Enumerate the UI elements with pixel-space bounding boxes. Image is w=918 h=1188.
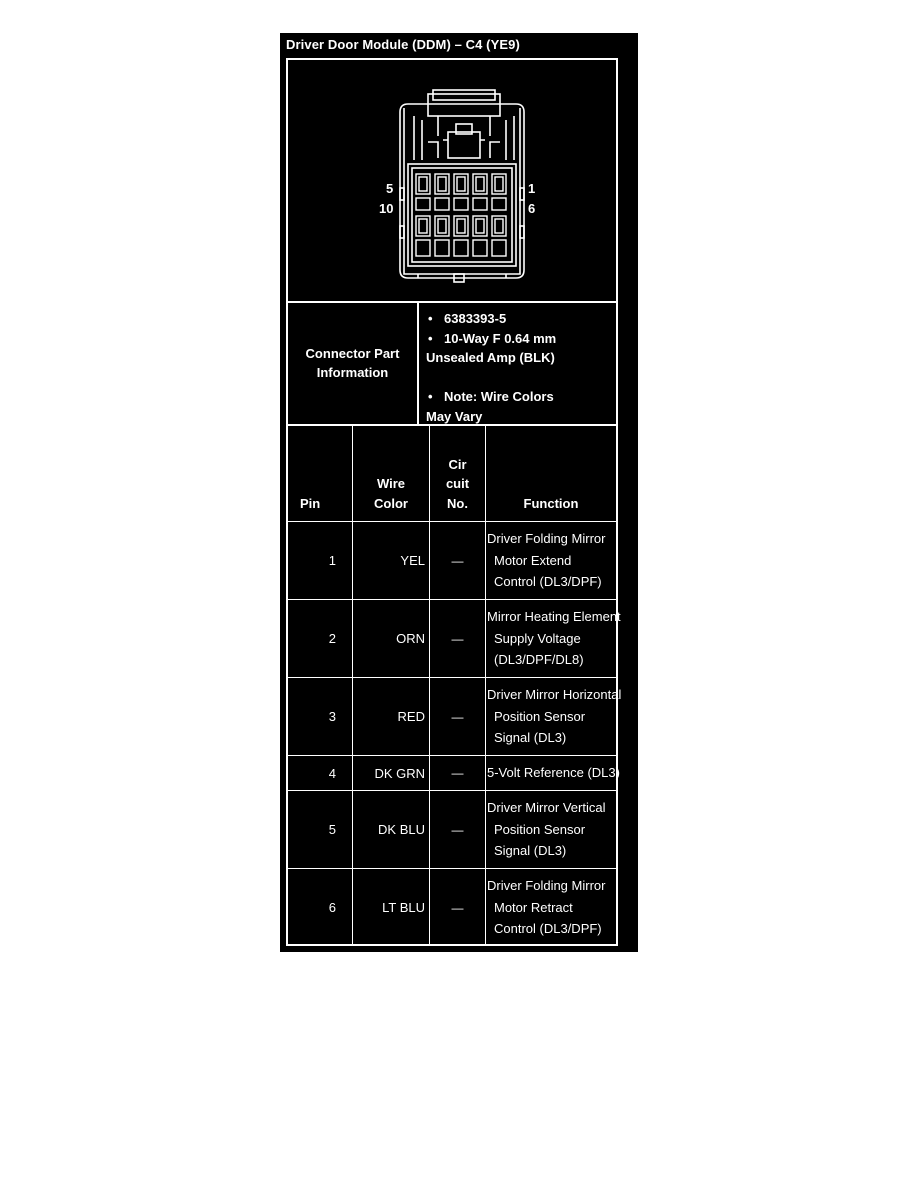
pin-label-5: 5 (386, 181, 394, 196)
circuit-number: — (430, 791, 486, 869)
wire-color: LT BLU (353, 869, 430, 947)
connector-face-drawing (288, 60, 616, 301)
bullet: • (428, 330, 433, 346)
pin-label-1: 1 (528, 181, 536, 196)
pinout-table (288, 424, 622, 946)
table-header-row (288, 424, 616, 522)
part-number: 6383393-5 (444, 311, 507, 326)
bullet: • (428, 311, 433, 326)
header-function: Function (486, 424, 617, 522)
wire-color: YEL (353, 522, 430, 600)
connector-diagram (288, 60, 616, 303)
pin-number: 5 (288, 791, 353, 869)
table-row (288, 678, 616, 756)
connector-part-info (288, 301, 616, 426)
info-label-line2: Information (316, 364, 389, 380)
wire-color: DK BLU (353, 791, 430, 869)
pin-function: Driver Folding Mirror Motor Extend Control (DL3/DPF) (486, 522, 617, 600)
pin-function: Mirror Heating Element Supply Voltage (DL3/DPF/DL8) (486, 600, 617, 678)
circuit-number: — (430, 600, 486, 678)
connector-description-2: Unsealed Amp (BLK) (426, 350, 555, 365)
table-row (288, 791, 616, 869)
pin-label-6: 6 (528, 201, 536, 216)
circuit-number: — (430, 756, 486, 791)
circuit-number: — (430, 678, 486, 756)
pin-number: 2 (288, 600, 353, 678)
table-row (288, 600, 616, 678)
pin-function: Driver Folding Mirror Motor Retract Control (DL3/DPF) (486, 869, 617, 947)
table-row (288, 869, 616, 947)
wire-color: RED (353, 678, 430, 756)
pin-function: 5-Volt Reference (DL3) (486, 756, 617, 791)
pin-number: 4 (288, 756, 353, 791)
pin-function: Driver Mirror Vertical Position Sensor Signal (DL3) (486, 791, 617, 869)
connector-part-info-label (288, 301, 419, 424)
connector-frame (286, 58, 622, 946)
header-wire-color: Wire Color (353, 424, 430, 522)
pin-function: Driver Mirror Horizontal Position Sensor Signal (DL3) (486, 678, 617, 756)
note-line1: Note: Wire Colors (444, 389, 554, 404)
page-title: Driver Door Module (DDM) – C4 (YE9) (286, 37, 520, 52)
connector-sheet (280, 33, 638, 952)
connector-part-info-body (426, 309, 616, 426)
circuit-number: — (430, 522, 486, 600)
table-row (288, 756, 616, 791)
pin-number: 1 (288, 522, 353, 600)
pin-label-10: 10 (379, 201, 394, 216)
bullet: • (428, 389, 433, 404)
circuit-number: — (430, 869, 486, 947)
info-label-line1: Connector Part (305, 345, 400, 361)
header-pin: Pin (288, 424, 353, 522)
table-row (288, 522, 616, 600)
pin-number: 6 (288, 869, 353, 947)
wire-color: ORN (353, 600, 430, 678)
wire-color: DK GRN (353, 756, 430, 791)
header-circuit-no: Cir cuit No. (430, 424, 486, 522)
connector-description-1: 10-Way F 0.64 mm (444, 330, 557, 346)
note-line2: May Vary (426, 408, 483, 424)
pin-number: 3 (288, 678, 353, 756)
